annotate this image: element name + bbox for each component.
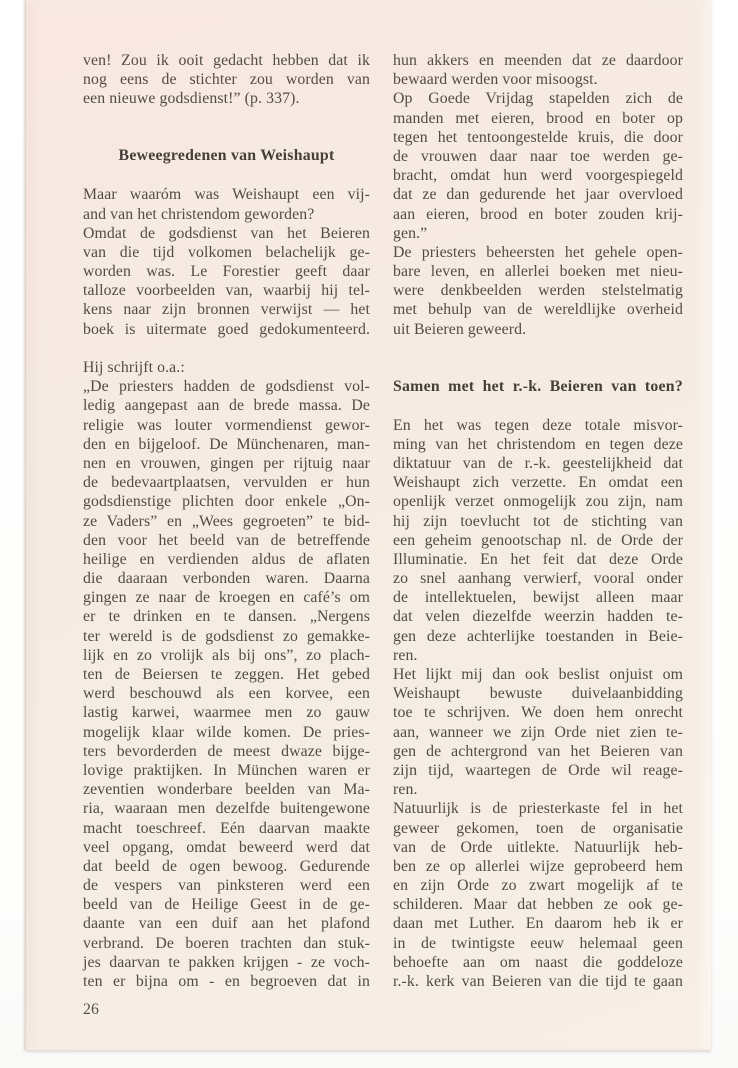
text-line: ria, waaraan men dezelfde buitengewone <box>83 800 370 818</box>
paragraph <box>393 799 683 991</box>
text-line: ter wereld is de godsdienst zo gemakke- <box>83 627 370 645</box>
paragraph <box>393 51 683 89</box>
text-line: godsdienstige plichten door enkele „On- <box>83 493 370 511</box>
text-line: dat velen diezelfde weerzin hadden te- <box>393 608 683 626</box>
text-line: zeventien wonderbare beelden van Ma- <box>83 781 370 799</box>
text-line: openlijk verzet onmogelijk zou zijn, nam <box>393 493 683 511</box>
text-line: geweer gekomen, toen de organisatie <box>393 819 683 837</box>
page-number-text: 26 <box>83 1000 99 1018</box>
text-line: tegen het tentoongestelde kruis, die door <box>393 128 683 146</box>
paragraph <box>83 185 370 223</box>
text-line: ze Vaders” en „Wees gegroeten” te bid- <box>83 512 370 530</box>
text-line: gingen ze naar de kroegen en café’s om <box>83 589 370 607</box>
text-line: met behulp van de wereldlijke overheid <box>393 301 683 319</box>
text-line: gen.” <box>393 224 428 242</box>
text-line: kens naar zijn bronnen verwijst — het <box>83 301 370 319</box>
text-line: behoefte aan om naast die goddeloze <box>393 953 683 971</box>
text-line: r.-k. kerk van Beieren van die tijd te gaan <box>393 973 683 991</box>
text-column-left <box>83 51 370 1019</box>
text-line: ren. <box>393 781 418 799</box>
text-line: „De priesters hadden de godsdienst vol- <box>83 378 370 396</box>
paragraph <box>393 665 683 799</box>
text-line: de vrouwen daar naar toe werden ge- <box>393 147 683 165</box>
text-line: ben ze op allerlei wijze geprobeerd hem <box>393 857 683 875</box>
text-line: ming van het christendom en tegen deze <box>393 435 683 453</box>
text-line: worden was. Le Forestier geeft daar <box>83 263 370 281</box>
heading-text: Beweegredenen van Weishaupt <box>118 147 335 164</box>
paragraph <box>83 51 370 109</box>
text-line: Hij schrijft o.a.: <box>83 359 185 377</box>
text-line: veel opgang, omdat beweerd werd dat <box>83 838 370 856</box>
paragraph <box>83 224 370 339</box>
text-line: mogelijk klaar wilde komen. De pries- <box>83 723 370 741</box>
text-line: and van het christendom geworden? <box>83 205 315 223</box>
paragraph <box>393 416 683 665</box>
text-line: ren. <box>393 646 418 664</box>
text-line: bewaard werden voor misoogst. <box>393 71 598 89</box>
text-line: ven! Zou ik ooit gedacht hebben dat ik <box>83 52 370 69</box>
text-line: were denkbeelden werden stelstelmatig <box>393 282 683 300</box>
text-line: talloze voorbeelden van, waarbij hij tel- <box>83 282 370 300</box>
text-line: den voor het beeld van de betreffende <box>83 531 370 549</box>
text-line: dat beeld de ogen bewoog. Gedurende <box>83 857 370 875</box>
text-line: zo snel aanhang verwierf, vooral onder <box>393 570 683 588</box>
text-line: werd beschouwd als een korvee, een <box>83 685 370 703</box>
text-line: Het lijkt mij dan ook beslist onjuist om <box>393 666 683 684</box>
text-line: ters bevorderden de meest dwaze bijge- <box>83 742 370 760</box>
text-line: in de twintigste eeuw helemaal geen <box>393 934 683 952</box>
text-line: een nieuwe godsdienst!” (p. 337). <box>83 90 300 108</box>
text-line: en zijn Orde zo zwart mogelijk af te <box>393 877 683 895</box>
text-line: den en bijgeloof. De Münchenaren, man- <box>83 435 370 453</box>
text-line: lovige praktijken. In München waren er <box>83 761 370 779</box>
text-line: daan met Luther. En daarom heb ik er <box>393 915 683 933</box>
text-line: aan, wanneer we zijn Orde niet zien te- <box>393 723 683 741</box>
text-line: diktatuur van de r.-k. geestelijkheid dat <box>393 454 683 472</box>
text-line: jes daarvan te pakken krijgen - ze voch- <box>83 953 370 971</box>
text-line: Weishaupt zich verzette. En omdat een <box>393 474 683 492</box>
text-line: Weishaupt bewuste duivelaanbidding <box>393 685 683 703</box>
text-line: verbrand. De boeren trachten dan stuk- <box>83 934 370 952</box>
text-line: ten de Beiersen te zeggen. Het gebed <box>83 666 370 684</box>
text-line: lijk en zo vrolijk als bij ons”, zo plach- <box>83 646 370 664</box>
paragraph <box>83 377 370 991</box>
paragraph <box>393 89 683 243</box>
text-line: nen en vrouwen, gingen per rijtuig naar <box>83 454 370 472</box>
text-line: Maar waaróm was Weishaupt een vij- <box>83 186 370 204</box>
text-line: daante van een duif aan het plafond <box>83 915 370 933</box>
text-line: een geheim genootschap nl. de Orde der <box>393 531 683 549</box>
text-line: hun akkers en meenden dat ze daardoor <box>393 52 683 69</box>
section-heading <box>83 146 370 165</box>
text-line: toe te schrijven. We doen hem onrecht <box>393 704 683 722</box>
text-line: de intellektuelen, bewijst alleen maar <box>393 589 683 607</box>
text-line: de bedevaartplaatsen, vervulden er hun <box>83 474 370 492</box>
text-line: van die tijd volkomen belachelijk ge- <box>83 243 370 261</box>
text-line: Natuurlijk is de priesterkaste fel in het <box>393 800 683 818</box>
text-line: Op Goede Vrijdag stapelden zich de <box>393 90 683 108</box>
text-line: de vespers van pinksteren werd een <box>83 877 370 895</box>
section-heading <box>393 377 683 396</box>
page-number <box>83 1000 370 1019</box>
text-line: schilderen. Maar dat hebben ze ook ge- <box>393 896 683 914</box>
text-line: gen deze achterlijke toestanden in Beie- <box>393 627 683 645</box>
text-line: uit Beieren geweerd. <box>393 320 527 338</box>
text-line: lastig karwei, waarmee men zo gauw <box>83 704 370 722</box>
text-line: er te drinken en te dansen. „Nergens <box>83 608 370 626</box>
text-line: religie was louter vormendienst gewor- <box>83 416 370 434</box>
text-line: nog eens de stichter zou worden van <box>83 71 370 89</box>
text-line: Illuminatie. En het feit dat deze Orde <box>393 550 683 568</box>
text-line: bare leven, en allerlei boeken met nieu- <box>393 263 683 281</box>
text-line: dat ze dan gedurende het jaar overvloed <box>393 186 683 204</box>
text-line: die daaraan verbonden waren. Daarna <box>83 570 370 588</box>
paragraph <box>83 358 370 377</box>
text-line: aan eieren, brood en boter zouden krij- <box>393 205 683 223</box>
text-line: zijn tijd, waartegen de Orde wil reage- <box>393 761 683 779</box>
text-line: ledig aangepast aan de brede massa. De <box>83 397 370 415</box>
text-line: Omdat de godsdienst van het Beieren <box>83 224 370 242</box>
text-line: macht toeschreef. Eén daarvan maakte <box>83 819 370 837</box>
text-line: beeld van de Heilige Geest in de ge- <box>83 896 370 914</box>
text-line: heilige en verdienden aldus de aflaten <box>83 550 370 568</box>
text-column-right <box>393 51 683 991</box>
text-line: ten er bijna om - en begroeven dat in <box>83 973 370 991</box>
heading-text: Samen met het r.-k. Beieren van toen? <box>393 378 683 396</box>
text-line: bracht, omdat hun werd voorgespiegeld <box>393 167 683 185</box>
text-line: boek is uitermate goed gedokumenteerd. <box>83 320 370 338</box>
text-line: En het was tegen deze totale misvor- <box>393 416 683 434</box>
text-line: De priesters beheersten het gehele open- <box>393 243 683 261</box>
text-line: gen de achtergrond van het Beieren van <box>393 742 683 760</box>
paragraph <box>393 243 683 339</box>
book-page-paper <box>25 0 711 1050</box>
text-line: manden met eieren, brood en boter op <box>393 109 683 127</box>
text-line: hij zijn toevlucht tot de stichting van <box>393 512 683 530</box>
text-line: van de Orde uitlekte. Natuurlijk heb- <box>393 838 683 856</box>
